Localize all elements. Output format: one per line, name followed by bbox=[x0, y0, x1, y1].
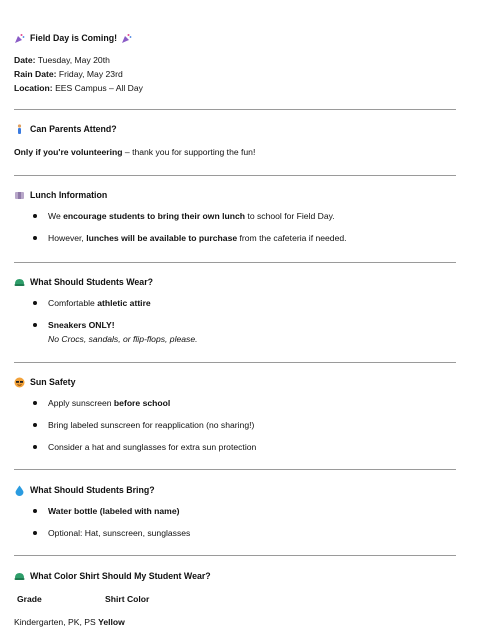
divider bbox=[14, 362, 456, 363]
sunglasses-face-icon bbox=[14, 377, 25, 388]
column-header-grade: Grade bbox=[17, 594, 42, 604]
text: However, bbox=[48, 233, 87, 243]
parents-bold: Only if you're volunteering bbox=[14, 147, 123, 157]
parents-heading bbox=[14, 122, 477, 136]
text: to school for Field Day. bbox=[245, 211, 335, 221]
wear-title: What Should Students Wear? bbox=[30, 277, 153, 287]
lunch-section bbox=[14, 188, 477, 245]
text-bold: athletic attire bbox=[97, 298, 151, 308]
text-bold: before school bbox=[113, 398, 171, 408]
text: from the cafeteria if needed. bbox=[237, 233, 347, 243]
divider bbox=[14, 555, 456, 556]
shirt-heading bbox=[14, 569, 477, 583]
sun-heading bbox=[14, 375, 477, 389]
list-item bbox=[14, 209, 477, 223]
wear-section bbox=[14, 275, 477, 346]
rain-date-label: Rain Date: bbox=[14, 69, 57, 79]
shirt-section bbox=[14, 569, 477, 629]
location-label: Location: bbox=[14, 83, 53, 93]
text: We bbox=[48, 211, 64, 221]
text-bold: lunches will be available to purchase bbox=[86, 233, 238, 243]
text-bold: encourage students to bring their own lunch bbox=[63, 211, 246, 221]
column-header-shirt-color: Shirt Color bbox=[105, 594, 150, 604]
date-line bbox=[14, 53, 477, 67]
cap-icon bbox=[14, 571, 25, 582]
person-icon bbox=[14, 124, 25, 135]
divider bbox=[14, 175, 456, 176]
party-popper-icon bbox=[14, 33, 25, 44]
bring-section bbox=[14, 483, 477, 540]
sun-title: Sun Safety bbox=[30, 377, 76, 387]
text-bold: Sneakers ONLY! bbox=[48, 320, 115, 330]
droplet-icon bbox=[14, 485, 25, 496]
location-value: EES Campus – All Day bbox=[55, 83, 143, 93]
lunch-list bbox=[14, 209, 477, 245]
divider bbox=[14, 262, 456, 263]
text: Apply sunscreen bbox=[48, 398, 114, 408]
list-item bbox=[14, 418, 477, 432]
intro-title: Field Day is Coming! bbox=[30, 33, 118, 43]
bring-heading bbox=[14, 483, 477, 497]
intro-heading bbox=[14, 31, 477, 45]
rain-date-line bbox=[14, 67, 477, 81]
parents-rest: – thank you for supporting the fun! bbox=[122, 147, 256, 157]
table-row bbox=[14, 615, 477, 629]
bring-title: What Should Students Bring? bbox=[30, 485, 155, 495]
shirt-color-cell: Yellow bbox=[98, 617, 125, 627]
divider bbox=[14, 469, 456, 470]
list-item bbox=[14, 296, 477, 310]
date-value: Tuesday, May 20th bbox=[37, 55, 110, 65]
lunch-title: Lunch Information bbox=[30, 190, 108, 200]
text: Consider a hat and sunglasses for extra sun protection bbox=[48, 442, 257, 452]
rain-date-value: Friday, May 23rd bbox=[58, 69, 123, 79]
wear-list bbox=[14, 296, 477, 346]
bring-list bbox=[14, 504, 477, 540]
text: Comfortable bbox=[48, 298, 98, 308]
parents-text bbox=[14, 145, 477, 159]
list-item bbox=[14, 504, 477, 518]
text: Bring labeled sunscreen for reapplication (no sharing!) bbox=[48, 420, 255, 430]
list-item bbox=[14, 231, 477, 245]
party-popper-icon bbox=[121, 33, 132, 44]
list-item bbox=[14, 318, 477, 346]
sun-list bbox=[14, 396, 477, 454]
lunchbox-icon bbox=[14, 190, 25, 201]
location-line bbox=[14, 81, 477, 95]
divider bbox=[14, 109, 456, 110]
intro-section bbox=[14, 31, 477, 95]
list-item bbox=[14, 526, 477, 540]
text: Optional: Hat, sunscreen, sunglasses bbox=[48, 528, 191, 538]
sun-section bbox=[14, 375, 477, 454]
list-item bbox=[14, 440, 477, 454]
parents-section bbox=[14, 122, 477, 159]
grade-cell: Kindergarten, PK, PS bbox=[14, 617, 96, 627]
note-text: No Crocs, sandals, or flip-flops, please. bbox=[48, 334, 198, 344]
date-label: Date: bbox=[14, 55, 36, 65]
cap-icon bbox=[14, 277, 25, 288]
text-bold: Water bottle (labeled with name) bbox=[48, 506, 180, 516]
shirt-title: What Color Shirt Should My Student Wear? bbox=[30, 571, 211, 581]
lunch-heading bbox=[14, 188, 477, 202]
wear-heading bbox=[14, 275, 477, 289]
shirt-table-header bbox=[14, 592, 477, 606]
list-item bbox=[14, 396, 477, 410]
parents-title: Can Parents Attend? bbox=[30, 124, 117, 134]
